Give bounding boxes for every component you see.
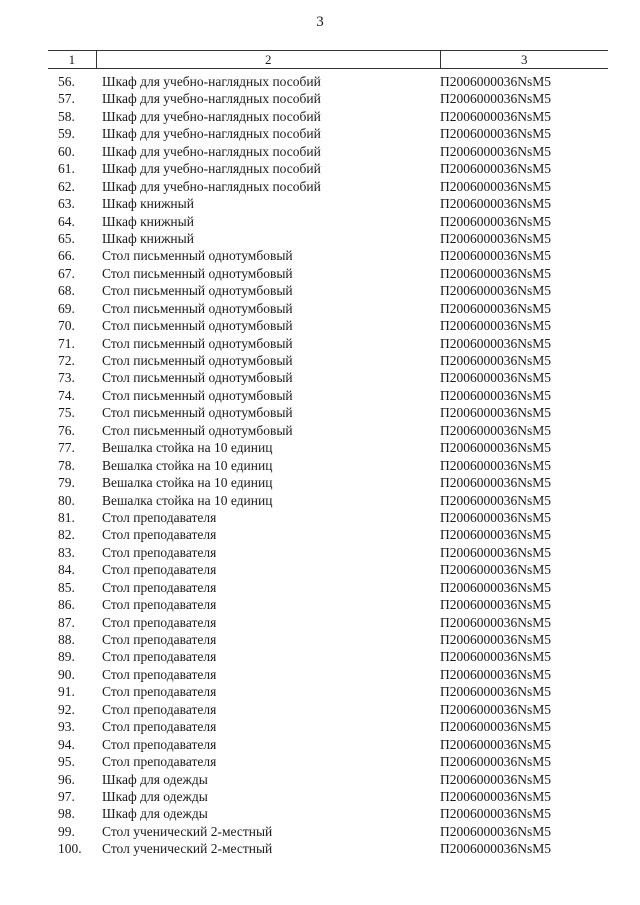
table-row xyxy=(48,631,608,648)
inventory-code: П2006000036NsM5 xyxy=(440,579,552,595)
table-row xyxy=(48,509,608,526)
inventory-code: П2006000036NsM5 xyxy=(440,213,552,229)
inventory-code: П2006000036NsM5 xyxy=(440,475,552,491)
inventory-code: П2006000036NsM5 xyxy=(440,632,552,647)
item-name: Шкаф для одежды xyxy=(102,806,208,822)
table-row xyxy=(48,666,608,683)
item-name: Стол письменный однотумбовый xyxy=(102,335,293,351)
item-name: Шкаф для учебно-наглядных пособий xyxy=(102,74,321,89)
table-row xyxy=(48,108,608,125)
row-number: 58. xyxy=(58,108,75,124)
item-name: Стол преподавателя xyxy=(102,666,217,682)
item-name: Стол письменный однотумбовый xyxy=(102,248,293,264)
row-number: 76. xyxy=(58,422,75,438)
item-name: Шкаф для учебно-наглядных пособий xyxy=(102,161,321,177)
row-number: 59. xyxy=(58,126,75,142)
inventory-code: П2006000036NsM5 xyxy=(440,684,552,700)
item-name: Стол преподавателя xyxy=(102,632,217,647)
table-row xyxy=(48,300,608,317)
table-row xyxy=(48,282,608,299)
row-number: 92. xyxy=(58,701,75,717)
row-number: 78. xyxy=(58,457,75,473)
inventory-code: П2006000036NsM5 xyxy=(440,440,552,456)
row-number: 100. xyxy=(58,841,82,857)
table-row xyxy=(48,771,608,788)
item-name: Шкаф для одежды xyxy=(102,788,208,804)
inventory-code: П2006000036NsM5 xyxy=(440,666,552,682)
inventory-code: П2006000036NsM5 xyxy=(440,788,552,804)
table-row xyxy=(48,90,608,107)
item-name: Шкаф книжный xyxy=(102,213,194,229)
item-name: Шкаф для учебно-наглядных пособий xyxy=(102,143,321,159)
item-name: Стол преподавателя xyxy=(102,527,217,543)
row-number: 82. xyxy=(58,527,75,543)
inventory-code: П2006000036NsM5 xyxy=(440,457,552,473)
table-row xyxy=(48,230,608,247)
inventory-code: П2006000036NsM5 xyxy=(440,823,552,839)
inventory-code: П2006000036NsM5 xyxy=(440,754,552,770)
item-name: Стол преподавателя xyxy=(102,754,217,770)
table-row xyxy=(48,823,608,840)
row-number: 66. xyxy=(58,248,75,264)
table-row xyxy=(48,404,608,421)
item-name: Шкаф для одежды xyxy=(102,771,208,787)
table-row xyxy=(48,492,608,509)
item-name: Стол преподавателя xyxy=(102,684,217,700)
table-body xyxy=(48,73,608,858)
header-column-1: 1 xyxy=(48,51,97,68)
table-row xyxy=(48,352,608,369)
row-number: 62. xyxy=(58,178,75,194)
inventory-code: П2006000036NsM5 xyxy=(440,265,552,281)
table-row xyxy=(48,369,608,386)
item-name: Шкаф для учебно-наглядных пособий xyxy=(102,126,321,142)
item-name: Стол письменный однотумбовый xyxy=(102,265,293,281)
table-header-row xyxy=(48,50,608,69)
table-row xyxy=(48,683,608,700)
item-name: Стол преподавателя xyxy=(102,544,217,560)
row-number: 65. xyxy=(58,230,75,246)
item-name: Стол ученический 2-местный xyxy=(102,841,273,857)
row-number: 75. xyxy=(58,405,75,421)
row-number: 84. xyxy=(58,562,75,578)
row-number: 63. xyxy=(58,196,75,212)
inventory-code: П2006000036NsM5 xyxy=(440,597,552,613)
inventory-code: П2006000036NsM5 xyxy=(440,126,552,142)
inventory-code: П2006000036NsM5 xyxy=(440,353,552,368)
row-number: 95. xyxy=(58,754,75,770)
table-row xyxy=(48,614,608,631)
row-number: 61. xyxy=(58,161,75,177)
inventory-code: П2006000036NsM5 xyxy=(440,509,552,525)
inventory-code: П2006000036NsM5 xyxy=(440,300,552,316)
inventory-code: П2006000036NsM5 xyxy=(440,74,552,89)
inventory-code: П2006000036NsM5 xyxy=(440,719,552,735)
row-number: 68. xyxy=(58,283,75,299)
table-row xyxy=(48,805,608,822)
table-row xyxy=(48,73,608,90)
table-row xyxy=(48,474,608,491)
table-row xyxy=(48,439,608,456)
item-name: Стол письменный однотумбовый xyxy=(102,283,293,299)
table-row xyxy=(48,561,608,578)
inventory-code: П2006000036NsM5 xyxy=(440,91,552,107)
inventory-code: П2006000036NsM5 xyxy=(440,806,552,822)
item-name: Стол письменный однотумбовый xyxy=(102,370,293,386)
item-name: Стол преподавателя xyxy=(102,614,217,630)
table-row xyxy=(48,335,608,352)
inventory-code: П2006000036NsM5 xyxy=(440,161,552,177)
inventory-code: П2006000036NsM5 xyxy=(440,422,552,438)
table-row xyxy=(48,195,608,212)
table-row xyxy=(48,178,608,195)
table-row xyxy=(48,213,608,230)
table-row xyxy=(48,544,608,561)
inventory-code: П2006000036NsM5 xyxy=(440,387,552,403)
inventory-code: П2006000036NsM5 xyxy=(440,248,552,264)
item-name: Стол письменный однотумбовый xyxy=(102,422,293,438)
row-number: 86. xyxy=(58,597,75,613)
row-number: 90. xyxy=(58,666,75,682)
item-name: Стол письменный однотумбовый xyxy=(102,405,293,421)
item-name: Шкаф книжный xyxy=(102,230,194,246)
inventory-code: П2006000036NsM5 xyxy=(440,335,552,351)
row-number: 98. xyxy=(58,806,75,822)
item-name: Вешалка стойка на 10 единиц xyxy=(102,440,273,456)
table-row xyxy=(48,701,608,718)
header-column-2: 2 xyxy=(97,51,441,68)
item-name: Шкаф для учебно-наглядных пособий xyxy=(102,108,321,124)
item-name: Стол письменный однотумбовый xyxy=(102,387,293,403)
table-row xyxy=(48,160,608,177)
item-name: Вешалка стойка на 10 единиц xyxy=(102,475,273,491)
table-row xyxy=(48,526,608,543)
inventory-code: П2006000036NsM5 xyxy=(440,318,552,334)
row-number: 69. xyxy=(58,300,75,316)
row-number: 81. xyxy=(58,509,75,525)
item-name: Стол письменный однотумбовый xyxy=(102,353,293,368)
row-number: 88. xyxy=(58,632,75,647)
item-name: Стол преподавателя xyxy=(102,509,217,525)
row-number: 56. xyxy=(58,74,75,89)
item-name: Шкаф для учебно-наглядных пособий xyxy=(102,178,321,194)
table-row xyxy=(48,648,608,665)
table-row xyxy=(48,596,608,613)
inventory-code: П2006000036NsM5 xyxy=(440,841,552,857)
inventory-code: П2006000036NsM5 xyxy=(440,405,552,421)
inventory-code: П2006000036NsM5 xyxy=(440,108,552,124)
table-row xyxy=(48,317,608,334)
item-name: Стол преподавателя xyxy=(102,701,217,717)
inventory-code: П2006000036NsM5 xyxy=(440,283,552,299)
inventory-code: П2006000036NsM5 xyxy=(440,527,552,543)
row-number: 96. xyxy=(58,771,75,787)
table-row xyxy=(48,125,608,142)
inventory-code: П2006000036NsM5 xyxy=(440,230,552,246)
inventory-code: П2006000036NsM5 xyxy=(440,544,552,560)
row-number: 93. xyxy=(58,719,75,735)
table-row xyxy=(48,736,608,753)
inventory-code: П2006000036NsM5 xyxy=(440,562,552,578)
row-number: 73. xyxy=(58,370,75,386)
row-number: 70. xyxy=(58,318,75,334)
row-number: 64. xyxy=(58,213,75,229)
row-number: 91. xyxy=(58,684,75,700)
table-row xyxy=(48,387,608,404)
item-name: Шкаф книжный xyxy=(102,196,194,212)
row-number: 99. xyxy=(58,823,75,839)
item-name: Стол преподавателя xyxy=(102,719,217,735)
header-column-3: 3 xyxy=(521,52,528,67)
item-name: Стол преподавателя xyxy=(102,579,217,595)
table-row xyxy=(48,718,608,735)
table-row xyxy=(48,840,608,857)
row-number: 77. xyxy=(58,440,75,456)
row-number: 57. xyxy=(58,91,75,107)
table-row xyxy=(48,422,608,439)
inventory-code: П2006000036NsM5 xyxy=(440,771,552,787)
table-row xyxy=(48,247,608,264)
table-row xyxy=(48,265,608,282)
inventory-code: П2006000036NsM5 xyxy=(440,196,552,212)
inventory-code: П2006000036NsM5 xyxy=(440,370,552,386)
item-name: Стол преподавателя xyxy=(102,736,217,752)
item-name: Стол преподавателя xyxy=(102,562,217,578)
table-row xyxy=(48,788,608,805)
page-number: 3 xyxy=(316,14,324,30)
item-name: Стол письменный однотумбовый xyxy=(102,318,293,334)
row-number: 80. xyxy=(58,492,75,508)
inventory-code: П2006000036NsM5 xyxy=(440,178,552,194)
row-number: 72. xyxy=(58,353,75,368)
item-name: Шкаф для учебно-наглядных пособий xyxy=(102,91,321,107)
item-name: Вешалка стойка на 10 единиц xyxy=(102,457,273,473)
inventory-code: П2006000036NsM5 xyxy=(440,492,552,508)
inventory-code: П2006000036NsM5 xyxy=(440,649,552,665)
item-name: Стол письменный однотумбовый xyxy=(102,300,293,316)
row-number: 89. xyxy=(58,649,75,665)
table-row xyxy=(48,579,608,596)
inventory-table xyxy=(48,50,608,858)
inventory-code: П2006000036NsM5 xyxy=(440,143,552,159)
row-number: 79. xyxy=(58,475,75,491)
row-number: 97. xyxy=(58,788,75,804)
row-number: 94. xyxy=(58,736,75,752)
table-row xyxy=(48,457,608,474)
row-number: 67. xyxy=(58,265,75,281)
item-name: Стол ученический 2-местный xyxy=(102,823,273,839)
inventory-code: П2006000036NsM5 xyxy=(440,614,552,630)
item-name: Вешалка стойка на 10 единиц xyxy=(102,492,273,508)
item-name: Стол преподавателя xyxy=(102,597,217,613)
row-number: 71. xyxy=(58,335,75,351)
inventory-code: П2006000036NsM5 xyxy=(440,736,552,752)
row-number: 87. xyxy=(58,614,75,630)
inventory-code: П2006000036NsM5 xyxy=(440,701,552,717)
table-row xyxy=(48,753,608,770)
item-name: Стол преподавателя xyxy=(102,649,217,665)
row-number: 85. xyxy=(58,579,75,595)
table-row xyxy=(48,143,608,160)
row-number: 74. xyxy=(58,387,75,403)
row-number: 83. xyxy=(58,544,75,560)
row-number: 60. xyxy=(58,143,75,159)
